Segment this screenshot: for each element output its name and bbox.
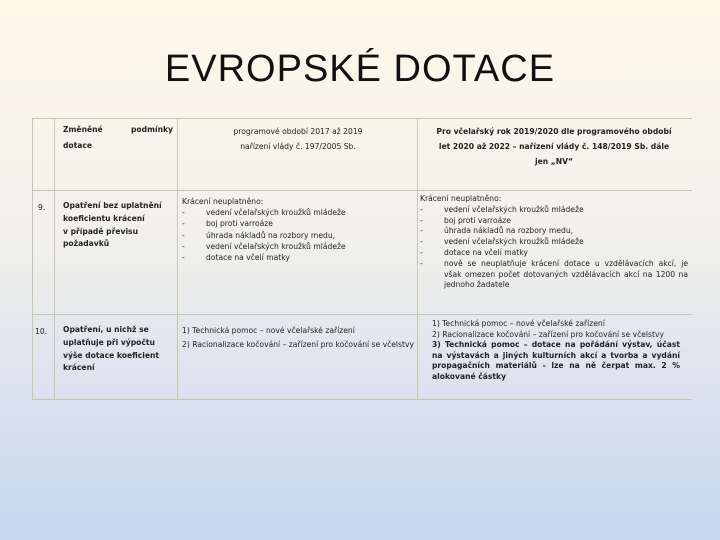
header-new-period bbox=[420, 124, 688, 169]
header-new-line2: let 2020 až 2022 – nařízení vlády č. 148/2019 Sb. dále bbox=[438, 142, 670, 151]
header-condition-word3: dotace bbox=[63, 140, 93, 150]
row-condition bbox=[63, 200, 173, 251]
list-item: 3) Technická pomoc – dotace na pořádání výstav, účast na výstavách a jiných kulturních akcí a tvorba a vydání propagačních materiálů - lze na ně čerpat max. 2 % alokované částky bbox=[432, 340, 680, 381]
row-number: 10. bbox=[35, 327, 48, 336]
list-item: - vedení včelařských kroužků mládeže bbox=[420, 237, 688, 248]
list-item: 2) Racionalizace kočování – zařízení pro kočování se včelstvy bbox=[432, 329, 664, 339]
row-old-rules bbox=[182, 324, 414, 352]
list-item: - dotace na včelí matky bbox=[420, 248, 688, 259]
list-item: - boj proti varroáze bbox=[420, 216, 688, 227]
row-condition bbox=[63, 324, 173, 375]
header-condition-word2: podmínky bbox=[130, 125, 173, 134]
condition-line: uplatňuje při výpočtu bbox=[63, 337, 155, 347]
header-condition bbox=[63, 124, 173, 153]
header-old-line1: programové období 2017 až 2019 bbox=[233, 127, 363, 136]
condition-line: požadavků bbox=[63, 239, 110, 249]
row-new-rules bbox=[432, 319, 680, 383]
header-old-line2: nařízení vlády č. 197/2005 Sb. bbox=[240, 142, 356, 151]
header-old-period bbox=[182, 124, 414, 154]
list-item: - dotace na včelí matky bbox=[182, 252, 414, 263]
rule-heading: Krácení neuplatněno: bbox=[182, 197, 264, 206]
condition-line: výše dotace koeficient bbox=[63, 350, 160, 360]
table-divider bbox=[32, 314, 692, 315]
row-old-rules bbox=[182, 196, 414, 263]
condition-line: krácení bbox=[63, 363, 95, 373]
condition-line: koeficientu krácení bbox=[63, 213, 145, 223]
table-divider bbox=[32, 118, 33, 400]
header-new-line1: Pro včelařský rok 2019/2020 dle programového období bbox=[436, 127, 672, 136]
table-divider bbox=[54, 118, 55, 400]
condition-line: Opatření bez uplatnění bbox=[63, 201, 162, 210]
table-divider bbox=[177, 118, 178, 400]
row-number: 9. bbox=[38, 203, 46, 212]
page-title: EVROPSKÉ DOTACE bbox=[164, 48, 556, 90]
list-item: 1) Technická pomoc – nové včelařské zařízení bbox=[182, 326, 355, 335]
rule-heading: Krácení neuplatněno: bbox=[420, 194, 502, 203]
list-item: - nově se neuplatňuje krácení dotace u vzdělávacích akcí, je však omezen počet dotovaných vzdělávacích akcí na 1200 na jednoho žadatele bbox=[420, 259, 688, 291]
table-divider bbox=[417, 118, 418, 400]
header-new-line3: jen „NV“ bbox=[534, 157, 574, 166]
list-item: - úhrada nákladů na rozbory medu, bbox=[420, 226, 688, 237]
condition-line: Opatření, u nichž se bbox=[63, 325, 149, 334]
list-item: - úhrada nákladů na rozbory medu, bbox=[182, 230, 414, 241]
table-divider bbox=[32, 399, 692, 400]
condition-line: v případě převisu bbox=[63, 226, 138, 236]
header-condition-word1: Změněné bbox=[63, 125, 103, 134]
list-item: - vedení včelařských kroužků mládeže bbox=[182, 241, 414, 252]
list-item: 1) Technická pomoc – nové včelařské zařízení bbox=[432, 319, 605, 328]
list-item: - vedení včelařských kroužků mládeže bbox=[420, 205, 688, 216]
table-divider bbox=[32, 190, 692, 191]
list-item: 2) Racionalizace kočování – zařízení pro kočování se včelstvy bbox=[182, 340, 414, 349]
comparison-table bbox=[32, 118, 692, 400]
list-item: - boj proti varroáze bbox=[182, 218, 414, 229]
table-divider bbox=[32, 118, 692, 119]
list-item: - vedení včelařských kroužků mládeže bbox=[182, 207, 414, 218]
row-new-rules bbox=[420, 194, 688, 291]
